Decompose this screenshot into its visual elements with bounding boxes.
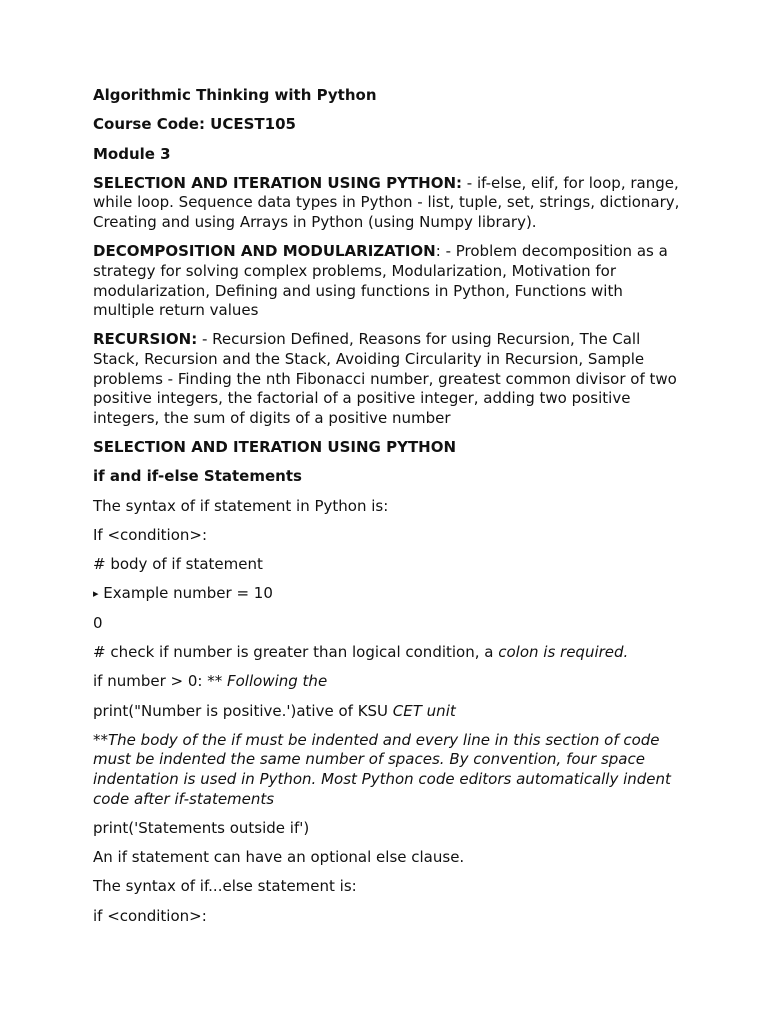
document-page (93, 86, 683, 936)
example-line (93, 584, 683, 604)
if-emphasis: Following the (227, 672, 328, 691)
comment-text: # check if number is greater than logical condition, a (93, 643, 499, 661)
syllabus-text: : - Problem decomposition as a strategy for solving complex problems, Modularization, Motivation for modularization, Defining and using functions in Python, Functions with multiple return values (93, 242, 668, 320)
comment-line (93, 643, 683, 663)
syllabus-heading: DECOMPOSITION AND MODULARIZATION (93, 242, 436, 261)
example-text: Example number = 10 (98, 584, 273, 603)
else-syntax-line: if <condition>: (93, 906, 207, 925)
syllabus-selection-iteration (93, 174, 683, 233)
if-line (93, 672, 683, 692)
print-emphasis: CET unit (392, 701, 456, 720)
subsection-heading: if and if-else Statements (93, 467, 302, 486)
print-code: print("Number is positive.')ative of KSU (93, 701, 393, 720)
if-code: if number > 0: ** (93, 672, 227, 691)
syntax-intro: The syntax of if statement in Python is: (93, 496, 389, 515)
syllabus-heading: SELECTION AND ITERATION USING PYTHON: (93, 173, 463, 192)
module-label: Module 3 (93, 144, 171, 163)
else-intro: An if statement can have an optional else clause. (93, 848, 465, 867)
document-title: Algorithmic Thinking with Python (93, 86, 377, 104)
indentation-note (93, 731, 683, 809)
syllabus-text: - Recursion Defined, Reasons for using Recursion, The Call Stack, Recursion and the Stack, Avoiding Circularity in Recursion, Sample problems - Finding the nth Fibonacci number, greatest common divisor of two positive integers, the factorial of a positive integer, adding two positive integers, the sum of digits of a positive number (93, 330, 677, 427)
note-prefix: ** (93, 730, 108, 749)
zero-line: 0 (93, 613, 103, 632)
syllabus-text: - if-else, elif, for loop, range, while loop. Sequence data types in Python - list, tuple, set, strings, dictionary, Creating and using Arrays in Python (using Numpy library). (93, 173, 680, 232)
print-outside-line: print('Statements outside if') (93, 818, 310, 837)
syntax-line: # body of if statement (93, 555, 263, 574)
triangle-bullet-icon: ▸ (93, 587, 99, 601)
else-syntax-intro: The syntax of if...else statement is: (93, 877, 357, 896)
comment-emphasis: colon is required. (498, 643, 629, 661)
course-code: Course Code: UCEST105 (93, 115, 296, 134)
print-line (93, 702, 683, 722)
section-heading: SELECTION AND ITERATION USING PYTHON (93, 438, 457, 457)
syntax-line: If <condition>: (93, 525, 208, 544)
syllabus-heading: RECURSION: (93, 330, 198, 349)
note-text: The body of the if must be indented and every line in this section of code must be indented the same number of spaces. By convention, four space indentation is used in Python. Most Python code editors automatically indent code after if-statements (93, 730, 671, 808)
syllabus-decomposition (93, 242, 683, 320)
syllabus-recursion (93, 330, 683, 428)
